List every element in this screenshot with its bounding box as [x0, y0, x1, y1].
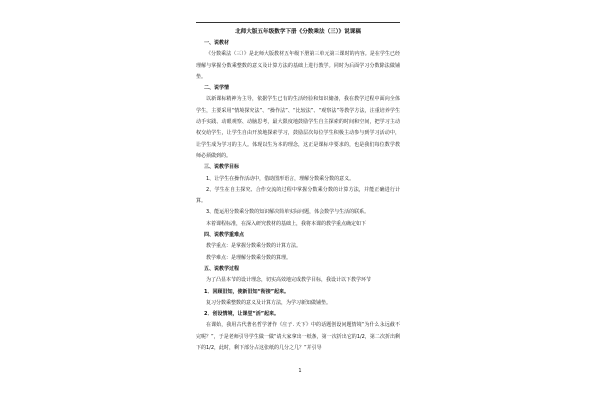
- paragraph: 《分数乘法（三）》是北师大版教材五年级下册第三单元第三课时的内容。是在学生已经理解与掌握分数乘整数的意义及计算方法的基础上进行教学。同时为后面学习分数除法做铺垫。: [196, 51, 400, 80]
- paragraph: 为了凸显本节的设计理念，切实高效地完成教学目标，我设计以下教学环节: [206, 277, 372, 284]
- document-page: [196, 27, 400, 354]
- section-heading: 四、说教学重难点: [204, 232, 245, 239]
- step-heading: 1．回顾旧知，使新旧知“衔接”起来。: [204, 288, 290, 295]
- paragraph: 2、学生在自主探究、合作交流的过程中掌握分数乘分数的计算方法，并能正确进行计算。: [196, 186, 400, 205]
- paragraph: 3、能运用分数乘分数的知识解决简单实际问题，体会数学与生活的联系。: [206, 209, 370, 216]
- paragraph: 教学难点：是理解分数乘分数的算理。: [206, 254, 292, 261]
- page-number: 1: [298, 368, 302, 374]
- paragraph: 本着课程标准，在深入研究教材的基础上，我将本课的教学重点确定如下: [206, 220, 367, 227]
- paragraph: 在课始，我用古代著名哲学著作《庄子. 天下》中的话题创设问题情境“为什么永远截不完呢？”，于是老师引导学生做一做“请大家拿出一纸条，第一次折出它的1/2，第二次折出剩下的1/2，此时，剩下部分占这张纸的几分之几？”并引导: [196, 322, 400, 352]
- document-title: 北师大版五年级数学下册《分数乘法（三）》说课稿: [235, 29, 361, 35]
- header-rule: [196, 22, 400, 23]
- paragraph: 复习分数乘整数的意义及计算方法，为学习新知做铺垫。: [206, 299, 332, 306]
- paragraph: 教学重点：是掌握分数乘分数的计算方法。: [206, 243, 302, 250]
- section-heading: 一、说教材: [204, 40, 230, 46]
- paragraph: 以新课标精神为主导，依据学生已有的生活经验和知识储备，我在教学过程中面向全体学生，主要采用“情境探究法”、“操作法”、“比较法”、“观察法”等教学方法，注重培养学生动手实践、动眼观察、动脑思考，最大限度地鼓励学生自主探索的时间和空间，把学习主动权交给学生，让学生自由开放地探索学习，鼓励层次每位学生积极主动参与到学习活动中，让学生成为学习的主人。体现以生为本的理念，这正是课标中要求的，也是我们每位数学教师必须做到的。: [196, 96, 400, 159]
- paragraph: 1、让学生在操作活动中，借助图形语言，理解分数乘分数的意义。: [206, 175, 355, 182]
- section-heading: 五、说教学过程: [204, 265, 240, 272]
- section-heading: 三、说教学目标: [204, 164, 240, 171]
- step-heading: 2．创设情境，让课堂“活”起来。: [204, 311, 280, 318]
- section-heading: 二、说学情: [204, 85, 230, 92]
